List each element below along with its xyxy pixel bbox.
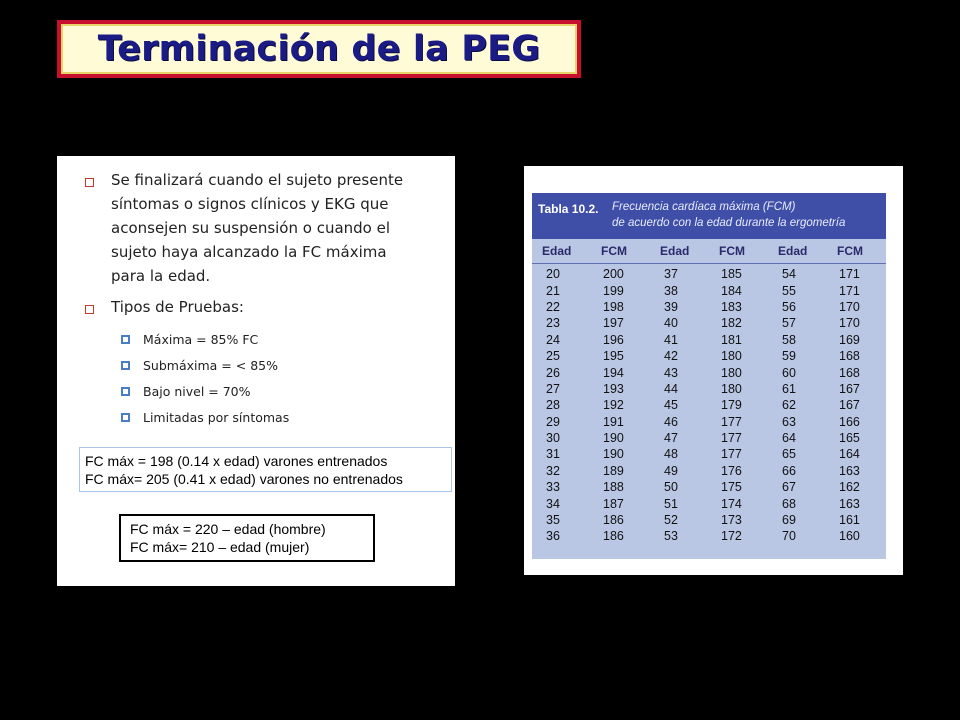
formula-line: FC máx = 198 (0.14 x edad) varones entrenados [85,453,388,469]
formula-line: FC máx = 220 – edad (hombre) [130,521,326,537]
table-cell: 20 [546,267,560,282]
table-cell: 21 [546,283,560,298]
table-cell: 168 [839,349,860,364]
table-cell: 62 [782,398,796,413]
table-cell: 194 [603,365,624,380]
table-cell: 64 [782,431,796,446]
table-cell: 177 [721,431,742,446]
table-cell: 171 [839,267,860,282]
table-cell: 165 [839,431,860,446]
table-row [532,463,886,479]
table-cell: 167 [839,381,860,396]
list-item-text: Submáxima = < 85% [143,357,278,373]
table-cell: 45 [664,398,678,413]
table-cell: 170 [839,316,860,331]
table-row [532,397,886,413]
table-row [532,512,886,528]
table-cell: 198 [603,299,624,314]
table-cell: 169 [839,332,860,347]
list-item [121,352,415,378]
table-cell: 54 [782,267,796,282]
table-row [532,282,886,298]
table-row [532,348,886,364]
table-cell: 34 [546,496,560,511]
table-cell: 31 [546,447,560,462]
table-cell: 190 [603,447,624,462]
table-cell: 190 [603,431,624,446]
table-cell: 173 [721,513,742,528]
table-cell: 180 [721,349,742,364]
table-number: Tabla 10.2. [538,202,599,216]
title-inner [61,24,577,74]
table-cell: 53 [664,529,678,544]
table-cell: 22 [546,299,560,314]
column-headers [532,239,886,264]
table-cell: 46 [664,414,678,429]
table-cell: 196 [603,332,624,347]
table-row [532,414,886,430]
column-header: Edad [542,244,572,258]
table-cell: 161 [839,513,860,528]
list-item-text: Limitadas por síntomas [143,409,290,425]
table-cell: 24 [546,332,560,347]
table-cell: 167 [839,398,860,413]
page-title: Terminación de la PEG [97,29,541,69]
table-cell: 180 [721,381,742,396]
table-cell: 27 [546,381,560,396]
table-row [532,299,886,315]
table-cell: 48 [664,447,678,462]
table-row [532,479,886,495]
column-header: FCM [601,244,627,258]
table-cell: 197 [603,316,624,331]
table-row [532,364,886,380]
table-cell: 59 [782,349,796,364]
list-item [121,326,415,352]
bullet-termination [85,168,415,288]
table-cell: 55 [782,283,796,298]
table-cell: 32 [546,463,560,478]
bullet-text: Tipos de Pruebas: [111,298,244,316]
table-cell: 65 [782,447,796,462]
table-cell: 28 [546,398,560,413]
table-row [532,528,886,544]
table-cell: 67 [782,480,796,495]
table-cell: 30 [546,431,560,446]
table-cell: 184 [721,283,742,298]
square-bullet-icon [85,305,94,314]
table-cell: 172 [721,529,742,544]
table-header [532,193,886,239]
table-cell: 160 [839,529,860,544]
column-header: FCM [719,244,745,258]
table-cell: 171 [839,283,860,298]
table-row [532,495,886,511]
table-cell: 61 [782,381,796,396]
table-cell: 163 [839,496,860,511]
table-cell: 200 [603,267,624,282]
list-item [121,378,415,404]
caption-line: Frecuencia cardíaca máxima (FCM) [612,201,796,213]
table-cell: 43 [664,365,678,380]
table-cell: 66 [782,463,796,478]
table-cell: 163 [839,463,860,478]
table-cell: 187 [603,496,624,511]
table-row [532,381,886,397]
square-bullet-icon [121,335,130,344]
table-row [532,446,886,462]
square-bullet-icon [121,361,130,370]
test-types-list [85,326,415,430]
table-cell: 37 [664,267,678,282]
title-banner [57,20,581,78]
table-cell: 199 [603,283,624,298]
table-cell: 189 [603,463,624,478]
table-cell: 23 [546,316,560,331]
formula-trained-box [79,447,452,492]
table-cell: 63 [782,414,796,429]
list-item-text: Bajo nivel = 70% [143,383,251,399]
table-cell: 40 [664,316,678,331]
table-cell: 164 [839,447,860,462]
column-header: FCM [837,244,863,258]
square-bullet-icon [121,387,130,396]
table-cell: 68 [782,496,796,511]
table-cell: 177 [721,447,742,462]
bullet-text: Se finalizará cuando el sujeto presente síntomas o signos clínicos y EKG que aconsejen su suspensión o cuando el sujeto haya alcanzado la FC máxima para la edad. [111,171,404,285]
table-cell: 38 [664,283,678,298]
table-cell: 56 [782,299,796,314]
right-table-panel [524,166,903,575]
table-cell: 36 [546,529,560,544]
table-cell: 192 [603,398,624,413]
table-cell: 186 [603,529,624,544]
column-header: Edad [778,244,808,258]
table-cell: 51 [664,496,678,511]
table-cell: 29 [546,414,560,429]
table-cell: 168 [839,365,860,380]
table-cell: 175 [721,480,742,495]
table-caption [612,199,845,231]
table-row [532,315,886,331]
table-body [532,266,886,545]
square-bullet-icon [85,178,94,187]
table-cell: 60 [782,365,796,380]
table-cell: 41 [664,332,678,347]
table-cell: 52 [664,513,678,528]
formula-sex-box [119,514,375,562]
square-bullet-icon [121,413,130,422]
list-item-text: Máxima = 85% FC [143,331,259,347]
table-cell: 166 [839,414,860,429]
fcm-table [532,193,886,559]
table-cell: 57 [782,316,796,331]
list-item [121,404,415,430]
table-cell: 179 [721,398,742,413]
table-cell: 50 [664,480,678,495]
table-cell: 49 [664,463,678,478]
table-cell: 170 [839,299,860,314]
table-cell: 162 [839,480,860,495]
left-text-panel [57,156,455,586]
table-cell: 44 [664,381,678,396]
table-cell: 176 [721,463,742,478]
bullet-test-types [85,295,415,319]
table-cell: 47 [664,431,678,446]
table-cell: 39 [664,299,678,314]
table-row [532,430,886,446]
table-cell: 183 [721,299,742,314]
table-cell: 191 [603,414,624,429]
formula-line: FC máx= 205 (0.41 x edad) varones no entrenados [85,471,403,487]
table-cell: 181 [721,332,742,347]
table-cell: 186 [603,513,624,528]
table-cell: 33 [546,480,560,495]
table-cell: 42 [664,349,678,364]
table-cell: 177 [721,414,742,429]
table-cell: 58 [782,332,796,347]
caption-line: de acuerdo con la edad durante la ergometría [612,217,846,229]
table-cell: 180 [721,365,742,380]
table-row [532,332,886,348]
table-row [532,266,886,282]
table-cell: 26 [546,365,560,380]
table-cell: 25 [546,349,560,364]
table-cell: 69 [782,513,796,528]
table-cell: 35 [546,513,560,528]
column-header: Edad [660,244,690,258]
table-cell: 195 [603,349,624,364]
table-cell: 185 [721,267,742,282]
formula-line: FC máx= 210 – edad (mujer) [130,539,310,555]
table-cell: 193 [603,381,624,396]
table-cell: 182 [721,316,742,331]
bullet-list [85,168,415,430]
table-cell: 70 [782,529,796,544]
table-cell: 174 [721,496,742,511]
table-cell: 188 [603,480,624,495]
